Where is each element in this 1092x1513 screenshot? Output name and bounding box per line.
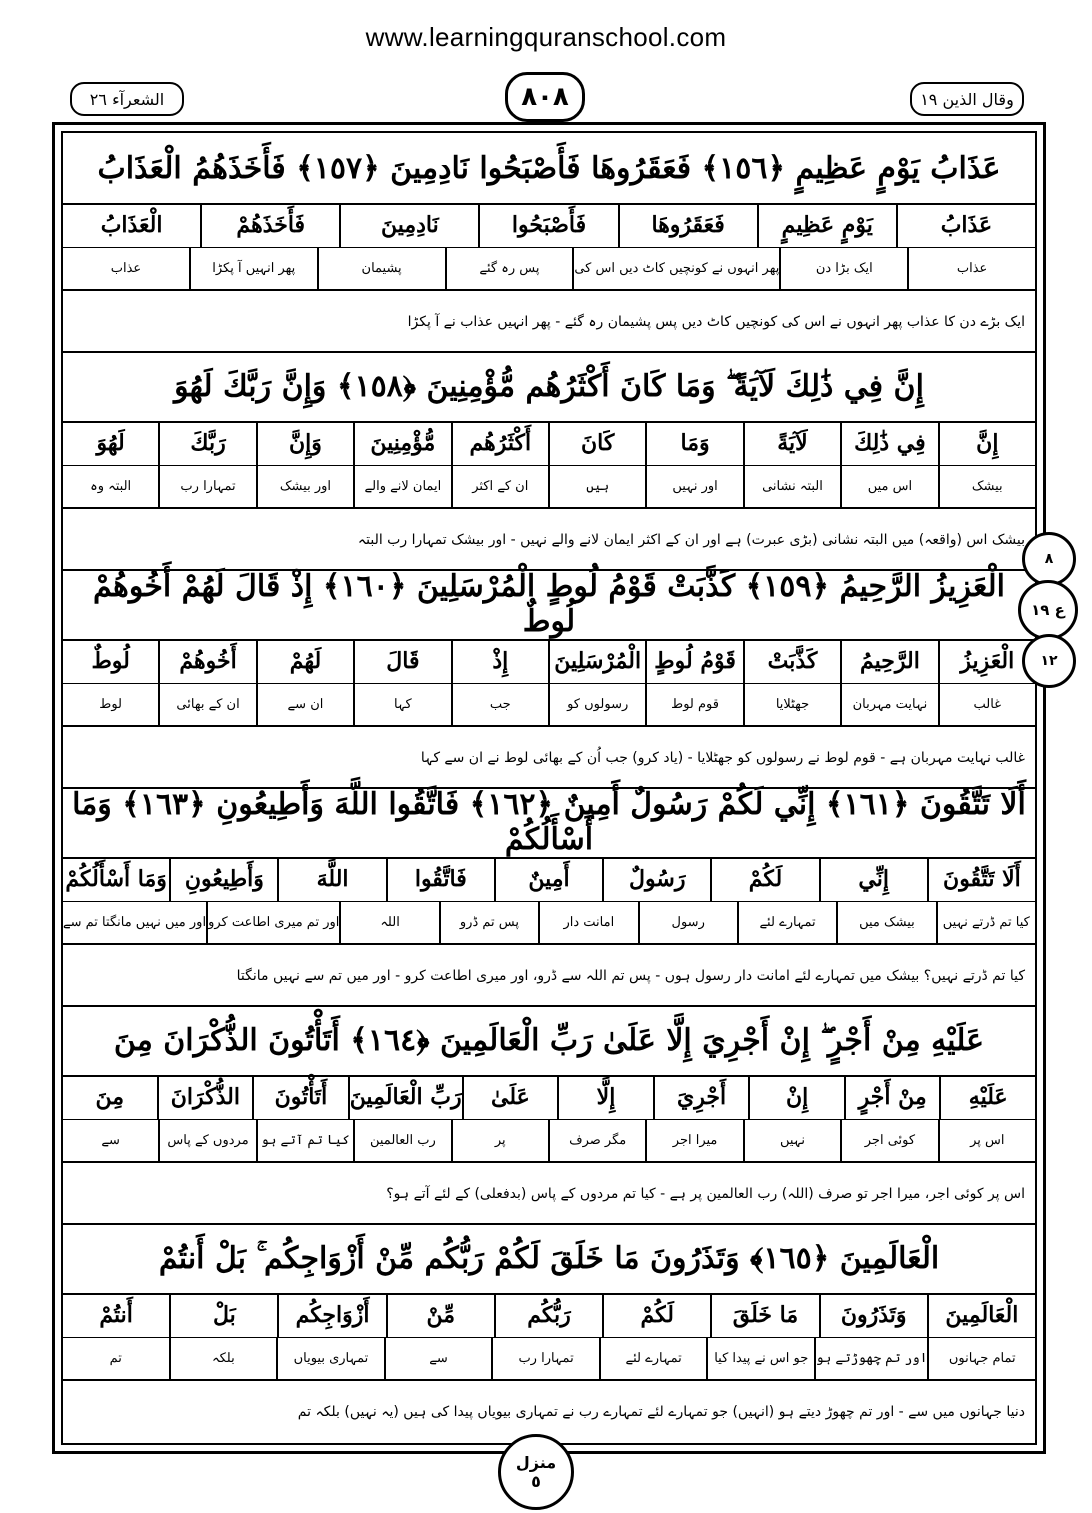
verse-block (63, 351, 1035, 571)
meaning-cell: سے (384, 1337, 492, 1379)
meaning-cell: پر (451, 1119, 548, 1161)
page-frame (52, 122, 1046, 1454)
word-cell: لَكُمْ (710, 857, 818, 901)
word-row (63, 1075, 1035, 1120)
manzil-marker (498, 1434, 574, 1510)
meaning-cell: مردوں کے پاس (158, 1119, 255, 1161)
meaning-cell: کیا تم آتے ہو (256, 1119, 353, 1161)
meaning-cell: البتہ وہ (90, 478, 132, 494)
meaning-cell: اس میں (840, 465, 937, 507)
meaning-cell: غالب (938, 683, 1035, 725)
word-cell: الرَّحِيمُ (840, 639, 937, 683)
word-cell: عَلَيْهِ (939, 1075, 1035, 1119)
word-row (63, 1293, 1035, 1338)
word-cell: رَبِّ الْعَالَمِينَ (348, 1075, 462, 1119)
meaning-cell: کیا تم ڈرتے نہیں (936, 901, 1035, 943)
meaning-cell: رسولوں کو (548, 683, 645, 725)
verse-block (63, 569, 1035, 789)
verse-block (63, 1005, 1035, 1225)
word-cell: إِنَّ (938, 421, 1035, 465)
meaning-cell: کوئی اجر (840, 1119, 937, 1161)
word-cell: مِّنْ (386, 1293, 494, 1337)
word-cell: الذُّكْرَانَ (157, 1075, 253, 1119)
site-url: www.learningquranschool.com (365, 22, 727, 52)
word-cell: أَمِينٌ (494, 857, 602, 901)
word-cell: فَعَقَرُوهَا (618, 203, 757, 247)
word-cell: نَادِمِينَ (339, 203, 478, 247)
meaning-cell: اس پر (938, 1119, 1035, 1161)
meaning-cell: عذاب (907, 247, 1035, 289)
meaning-cell: ان کے اکثر (451, 465, 548, 507)
meaning-cell: عذاب (110, 260, 142, 276)
meaning-cell: ان سے (256, 683, 353, 725)
word-cell: فَاتَّقُوا (386, 857, 494, 901)
word-cell: الْعَالَمِينَ (927, 1293, 1035, 1337)
meaning-cell: بیشک میں (836, 901, 935, 943)
word-cell: لَآيَةً (743, 421, 840, 465)
meaning-cell: سے (101, 1132, 120, 1148)
meaning-cell: کہا (353, 683, 450, 725)
word-cell: أَكْثَرُهُم (451, 421, 548, 465)
word-cell: أَتَأْتُونَ (252, 1075, 348, 1119)
meaning-row (63, 1119, 1035, 1161)
word-cell: لَكُمْ (602, 1293, 710, 1337)
meaning-row (63, 901, 1035, 943)
word-row (63, 203, 1035, 248)
meaning-cell: جب (451, 683, 548, 725)
word-cell: عَلَىٰ (462, 1075, 558, 1119)
urdu-translation: اس پر کوئی اجر، میرا اجر تو صرف (اللہ) رب العالمین پر ہے - کیا تم مردوں کے پاس (بدفعلی) کے لئے آتے ہو؟ (63, 1161, 1035, 1225)
meaning-cell: ان کے بھائی (158, 683, 255, 725)
word-row (63, 857, 1035, 902)
word-cell: مَا خَلَقَ (710, 1293, 818, 1337)
meaning-cell: رب العالمین (353, 1119, 450, 1161)
meaning-cell: پس رہ گئے (445, 247, 573, 289)
word-cell: مِنْ أَجْرٍ (844, 1075, 940, 1119)
side-marker-top: ٨ (1022, 532, 1076, 586)
word-cell: إِذْ (451, 639, 548, 683)
manzil-label: منزل (515, 1453, 557, 1472)
word-cell: وَمَا أَسْأَلُكُمْ (65, 866, 167, 892)
meaning-cell: البتہ نشانی (743, 465, 840, 507)
meaning-cell: مگر صرف (548, 1119, 645, 1161)
word-cell: رَبَّكَ (158, 421, 255, 465)
word-cell: مِنَ (95, 1084, 125, 1110)
meaning-cell: پس تم ڈرو (439, 901, 538, 943)
arabic-verse-line: إِنَّ فِي ذَٰلِكَ لَآيَةً ۖ وَمَا كَانَ أَكْثَرُهُم مُّؤْمِنِينَ ﴿١٥٨﴾ وَإِنَّ رَبَّكَ لَهُوَ (63, 351, 1035, 423)
meaning-cell: قوم لوط (645, 683, 742, 725)
word-cell: عَذَابُ (896, 203, 1035, 247)
word-cell: فِي ذَٰلِكَ (840, 421, 937, 465)
word-cell: إِلَّا (557, 1075, 653, 1119)
urdu-translation: بیشک اس (واقعہ) میں البتہ نشانی (بڑی عبرت) ہے اور ان کے اکثر ایمان لانے والے نہیں - اور بیشک تمہارا رب البتہ (63, 507, 1035, 571)
page-number: ٨٠٨ (505, 72, 585, 122)
word-cell: قَوْمُ لُوطٍ (645, 639, 742, 683)
word-cell: أَجْرِيَ (653, 1075, 749, 1119)
meaning-cell: جھٹلایا (743, 683, 840, 725)
verse-block (63, 133, 1035, 353)
word-cell: أَلَا تَتَّقُونَ (927, 857, 1035, 901)
word-cell: كَذَّبَتْ (743, 639, 840, 683)
word-cell: يَوْمٍ عَظِيمٍ (757, 203, 896, 247)
word-cell: أَخُوهُمْ (158, 639, 255, 683)
meaning-cell: پشیمان (317, 247, 445, 289)
meaning-cell: ایک بڑا دن (779, 247, 907, 289)
meaning-cell: نہیں (743, 1119, 840, 1161)
word-cell: رَبُّكُم (494, 1293, 602, 1337)
word-cell: بَلْ (169, 1293, 277, 1337)
meaning-cell: تمہارے لئے (737, 901, 836, 943)
word-cell: الْعَزِيزُ (938, 639, 1035, 683)
word-cell: لُوطٌ (91, 648, 130, 674)
side-marker-middle: ع ١٩ (1018, 580, 1078, 640)
meaning-cell: تمام جہانوں (927, 1337, 1035, 1379)
word-cell: الْعَذَابُ (100, 212, 163, 238)
word-cell: رَسُولٌ (602, 857, 710, 901)
word-cell: أَنتُمْ (99, 1302, 133, 1328)
word-cell: مُّؤْمِنِينَ (353, 421, 450, 465)
verse-block (63, 787, 1035, 1007)
juz-label-box: وقال الذين ١٩ (910, 82, 1024, 116)
arabic-verse-line: عَذَابُ يَوْمٍ عَظِيمٍ ﴿١٥٦﴾ فَعَقَرُوهَا فَأَصْبَحُوا نَادِمِينَ ﴿١٥٧﴾ فَأَخَذَهُمُ الْعَذَابُ (63, 133, 1035, 205)
meaning-cell: تمہاری بیویاں (276, 1337, 384, 1379)
meaning-cell: امانت دار (538, 901, 637, 943)
urdu-translation: کیا تم ڈرتے نہیں؟ بیشک میں تمہارے لئے امانت دار رسول ہوں - پس تم اللہ سے ڈرو، اور میری اطاعت کرو - اور میں تم سے نہیں مانگتا (63, 943, 1035, 1007)
word-cell: كَانَ (548, 421, 645, 465)
word-cell: فَأَخَذَهُمْ (200, 203, 339, 247)
verse-block (63, 1223, 1035, 1441)
meaning-cell: لوط (99, 696, 122, 712)
word-cell: وَإِنَّ (256, 421, 353, 465)
word-cell: اللَّهَ (277, 857, 385, 901)
meaning-cell: تم (109, 1350, 122, 1366)
meaning-cell: نہایت مہربان (840, 683, 937, 725)
urdu-translation: دنیا جہانوں میں سے - اور تم چھوڑ دیتے ہو (انہیں) جو تمہارے لئے تمہارے رب نے تمہاری بیویاں پیدا کی ہیں (یہ نہیں) بلکہ تم (63, 1379, 1035, 1443)
arabic-verse-line: عَلَيْهِ مِنْ أَجْرٍ ۖ إِنْ أَجْرِيَ إِلَّا عَلَىٰ رَبِّ الْعَالَمِينَ ﴿١٦٤﴾ أَتَأْتُونَ الذُّكْرَانَ مِنَ (63, 1005, 1035, 1077)
meaning-cell: اور نہیں (645, 465, 742, 507)
meaning-cell: اور تم چھوڑتے ہو (814, 1337, 927, 1379)
urdu-translation: غالب نہایت مہربان ہے - قوم لوط نے رسولوں کو جھٹلایا - (یاد کرو) جب اُن کے بھائی لوط نے ان سے کہا (63, 725, 1035, 789)
word-cell: لَهُمْ (256, 639, 353, 683)
manzil-number: ٥ (531, 1472, 541, 1491)
content-area (61, 131, 1037, 1445)
meaning-cell: اور تم میری اطاعت کرو (206, 901, 339, 943)
word-cell: وَمَا (645, 421, 742, 465)
word-cell: فَأَصْبَحُوا (478, 203, 617, 247)
meaning-cell: بیشک (938, 465, 1035, 507)
word-cell: أَزْوَاجِكُم (277, 1293, 385, 1337)
arabic-verse-line: الْعَالَمِينَ ﴿١٦٥﴾ وَتَذَرُونَ مَا خَلَقَ لَكُمْ رَبُّكُم مِّنْ أَزْوَاجِكُم ۚ بَلْ أَنتُمْ (63, 1223, 1035, 1295)
word-cell: وَتَذَرُونَ (819, 1293, 927, 1337)
arabic-verse-line: الْعَزِيزُ الرَّحِيمُ ﴿١٥٩﴾ كَذَّبَتْ قَوْمُ لُوطٍ الْمُرْسَلِينَ ﴿١٦٠﴾ إِذْ قَالَ لَهُمْ أَخُوهُمْ لُوطٌ (63, 569, 1035, 641)
meaning-cell: میرا اجر (645, 1119, 742, 1161)
word-cell: الْمُرْسَلِينَ (548, 639, 645, 683)
side-marker-bottom: ١٢ (1022, 634, 1076, 688)
meaning-cell: پھر انہیں آ پکڑا (189, 247, 317, 289)
meaning-cell: ہیں (548, 465, 645, 507)
word-row (63, 421, 1035, 466)
meaning-cell: تمہارے لئے (599, 1337, 707, 1379)
meaning-cell: جو اس نے پیدا کیا (706, 1337, 814, 1379)
urdu-translation: ایک بڑے دن کا عذاب پھر انہوں نے اس کی کونچیں کاٹ دیں پس پشیمان رہ گئے - پھر انہیں عذاب نے آ پکڑا (63, 289, 1035, 353)
meaning-row (63, 465, 1035, 507)
word-cell: إِنِّي (819, 857, 927, 901)
meaning-row (63, 1337, 1035, 1379)
word-row (63, 639, 1035, 684)
meaning-cell: تمہارا رب (491, 1337, 599, 1379)
word-cell: إِنْ (748, 1075, 844, 1119)
meaning-cell: پھر انہوں نے کونچیں کاٹ دیں اس کی (572, 247, 779, 289)
arabic-verse-line: أَلَا تَتَّقُونَ ﴿١٦١﴾ إِنِّي لَكُمْ رَسُولٌ أَمِينٌ ﴿١٦٢﴾ فَاتَّقُوا اللَّهَ وَأَطِيعُونِ ﴿١٦٣﴾ وَمَا أَسْأَلُكُمْ (63, 787, 1035, 859)
meaning-cell: اور میں نہیں مانگتا تم سے (63, 914, 207, 930)
meaning-row (63, 247, 1035, 289)
meaning-cell: رسول (638, 901, 737, 943)
meaning-row (63, 683, 1035, 725)
word-cell: وَأَطِيعُونِ (169, 857, 277, 901)
surah-label-box: الشعرآء ٢٦ (70, 82, 184, 116)
meaning-cell: بلکہ (169, 1337, 277, 1379)
meaning-cell: اور بیشک (256, 465, 353, 507)
meaning-cell: ایمان لانے والے (353, 465, 450, 507)
meaning-cell: اللہ (339, 901, 438, 943)
word-cell: لَهُوَ (96, 430, 125, 456)
meaning-cell: تمہارا رب (158, 465, 255, 507)
word-cell: قَالَ (353, 639, 450, 683)
